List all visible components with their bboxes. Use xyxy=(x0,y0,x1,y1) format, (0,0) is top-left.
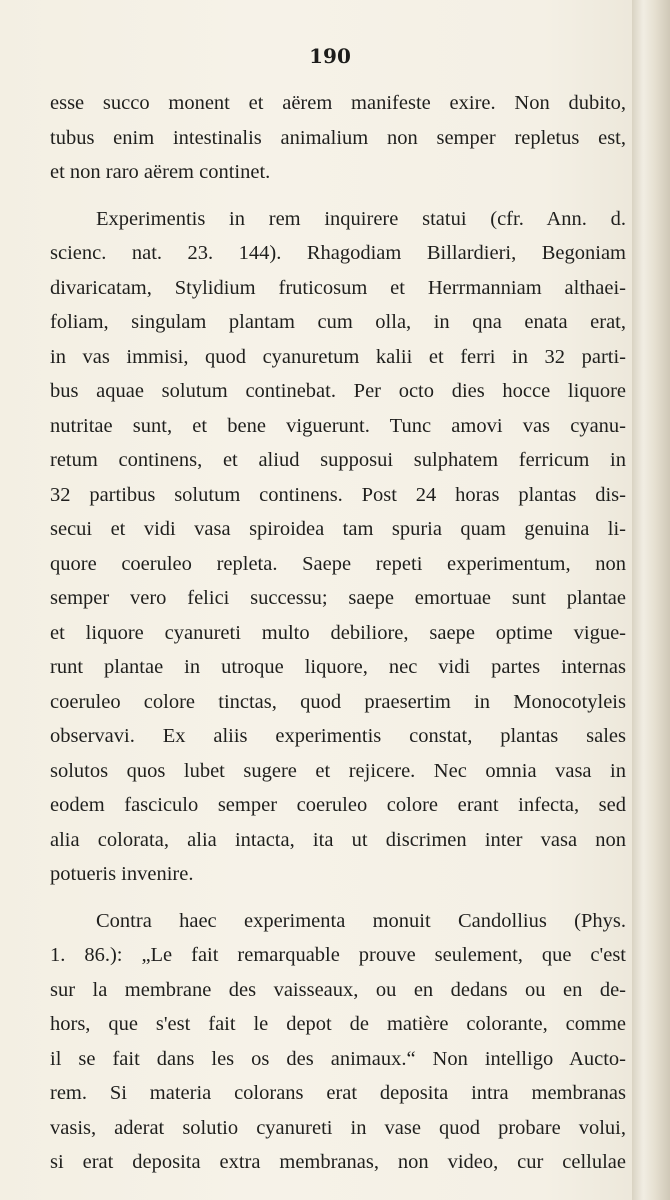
text-line: retum continens, et aliud supposui sulphatem ferricum in xyxy=(50,449,626,471)
text-line: nutritae sunt, et bene viguerunt. Tunc amovi vas cyanu- xyxy=(50,414,626,437)
text-line: in vas immisi, quod cyanuretum kalii et ferri in 32 parti- xyxy=(50,345,626,368)
page-edge xyxy=(632,0,670,1200)
text-line: runt plantae in utroque liquore, nec vidi partes internas xyxy=(50,656,626,678)
text-line: secui et vidi vasa spiroidea tam spuria quam genuina li- xyxy=(50,518,626,540)
text-line: foliam, singulam plantam cum olla, in qna enata erat, xyxy=(50,311,626,333)
text-line: sur la membrane des vaisseaux, ou en dedans ou en de- xyxy=(50,978,626,1001)
text-line: coeruleo colore tinctas, quod praesertim in Monocotyleis xyxy=(50,690,626,713)
text-line: scienc. nat. 23. 144). Rhagodiam Billardieri, Begoniam xyxy=(50,242,626,264)
text-line: Contra haec experimenta monuit Candollius (Phys. xyxy=(96,909,626,932)
text-line: hors, que s'est fait le depot de matière colorante, comme xyxy=(50,1013,626,1035)
text-line: quore coeruleo repleta. Saepe repeti experimentum, non xyxy=(50,552,626,575)
text-line: si erat deposita extra membranas, non video, cur cellulae xyxy=(50,1151,626,1173)
paragraph-3 xyxy=(50,904,626,1180)
text-line: Experimentis in rem inquirere statui (cfr. Ann. d. xyxy=(96,207,626,230)
paragraph-gap xyxy=(50,190,626,202)
text-line: potueris invenire. xyxy=(50,863,194,885)
text-line: il se fait dans les os des animaux.“ Non intelligo Aucto- xyxy=(50,1047,626,1070)
page-number: 190 xyxy=(309,44,351,68)
paragraph-1 xyxy=(50,86,626,190)
text-line: et liquore cyanureti multo debiliore, saepe optime vigue- xyxy=(50,621,626,644)
text-line: divaricatam, Stylidium fruticosum et Herrmanniam althaei- xyxy=(50,276,626,299)
text-line: 32 partibus solutum continens. Post 24 horas plantas dis- xyxy=(50,483,626,506)
body-text xyxy=(50,86,626,1180)
text-line: alia colorata, alia intacta, ita ut discrimen inter vasa non xyxy=(50,828,626,851)
text-line: semper vero felici successu; saepe emortuae sunt plantae xyxy=(50,587,626,609)
text-line: solutos quos lubet sugere et rejicere. Nec omnia vasa in xyxy=(50,759,626,782)
text-line: et non raro aërem continet. xyxy=(50,161,271,183)
text-line: eodem fasciculo semper coeruleo colore erant infecta, sed xyxy=(50,794,626,816)
text-line: rem. Si materia colorans erat deposita intra membranas xyxy=(50,1082,626,1104)
paragraph-gap xyxy=(50,892,626,904)
text-line: observavi. Ex aliis experimentis constat, plantas sales xyxy=(50,725,626,747)
text-line: 1. 86.): „Le fait remarquable prouve seulement, que c'est xyxy=(50,944,626,966)
text-line: vasis, aderat solutio cyanureti in vase quod probare volui, xyxy=(50,1116,626,1139)
text-line: bus aquae solutum continebat. Per octo dies hocce liquore xyxy=(50,380,626,402)
text-line: esse succo monent et aërem manifeste exire. Non dubito, xyxy=(50,92,626,114)
text-line: tubus enim intestinalis animalium non semper repletus est, xyxy=(50,126,626,149)
paragraph-2 xyxy=(50,202,626,892)
